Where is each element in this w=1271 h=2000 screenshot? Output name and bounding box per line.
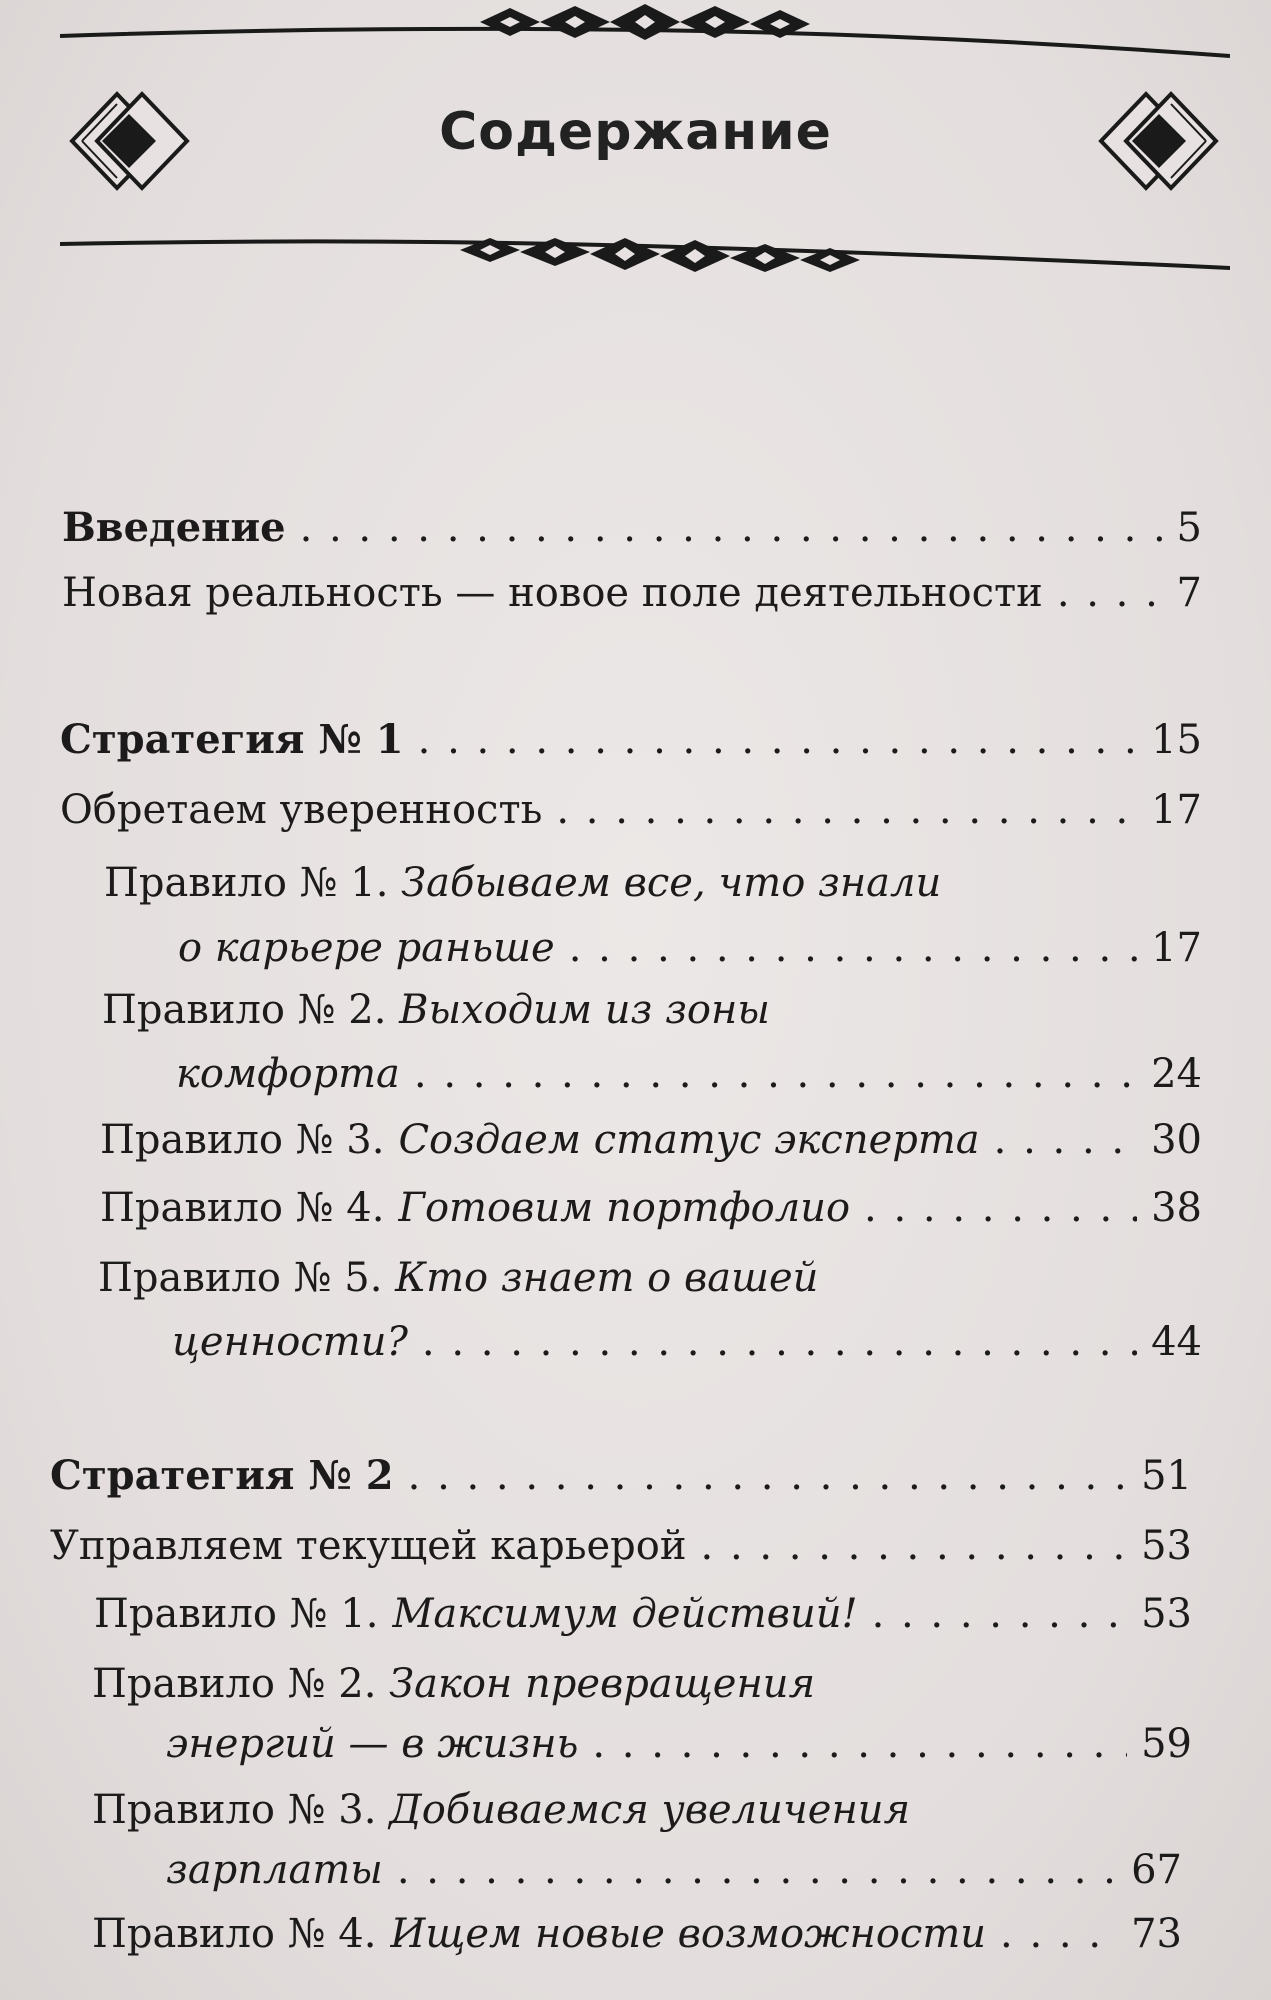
rule-title: Готовим портфолио xyxy=(398,1185,851,1231)
toc-rule-first-line[interactable] xyxy=(92,1656,815,1712)
dot-leader xyxy=(414,1046,1137,1102)
toc-rule-continuation[interactable] xyxy=(176,1046,1202,1102)
toc-page-number: 24 xyxy=(1151,1051,1202,1097)
toc-entry-strategy-2[interactable] xyxy=(50,1448,1192,1504)
dot-leader xyxy=(864,1180,1137,1236)
rule-prefix: Правило № 1. xyxy=(94,1591,379,1637)
rule-title-cont: ценности? xyxy=(172,1319,408,1365)
toc-entry-strategy-1[interactable] xyxy=(60,712,1202,768)
toc-rule-entry[interactable] xyxy=(92,1906,1182,1962)
toc-rule-first-line[interactable] xyxy=(104,855,941,911)
rule-prefix: Правило № 3. xyxy=(100,1117,385,1163)
rule-title-cont: о карьере раньше xyxy=(178,925,555,971)
rule-prefix: Правило № 2. xyxy=(92,1661,377,1707)
rule-title-cont: зарплаты xyxy=(166,1847,383,1893)
toc-page-number: 17 xyxy=(1151,787,1202,833)
toc-entry-label: Введение xyxy=(62,504,286,551)
toc-page-number: 59 xyxy=(1141,1721,1192,1767)
toc-rule-entry[interactable] xyxy=(100,1180,1202,1236)
dot-leader xyxy=(569,920,1137,976)
toc-rule-first-line[interactable] xyxy=(102,982,770,1038)
rule-title: Добиваемся увеличения xyxy=(389,1787,911,1833)
toc-page-number: 17 xyxy=(1151,925,1202,971)
rule-title: Максимум действий! xyxy=(392,1591,858,1637)
toc-page-number: 53 xyxy=(1141,1591,1192,1637)
rule-title-cont: комфорта xyxy=(176,1051,400,1097)
dot-leader xyxy=(1000,1906,1117,1962)
dot-leader xyxy=(592,1716,1127,1772)
toc-rule-continuation[interactable] xyxy=(166,1716,1192,1772)
dot-leader xyxy=(418,712,1137,768)
toc-entry-label: Стратегия № 1 xyxy=(60,716,404,763)
toc-page-number: 53 xyxy=(1141,1523,1192,1569)
page-title: Содержание xyxy=(439,102,832,162)
dot-leader xyxy=(701,1518,1128,1574)
toc-page-number: 30 xyxy=(1151,1117,1202,1163)
toc-page-number: 44 xyxy=(1151,1319,1202,1365)
toc-page-number: 7 xyxy=(1176,570,1202,616)
toc-page-number: 73 xyxy=(1131,1911,1182,1957)
toc-page-number: 38 xyxy=(1151,1185,1202,1231)
dot-leader xyxy=(300,500,1163,556)
toc-rule-first-line[interactable] xyxy=(92,1782,910,1838)
toc-entry-new-reality[interactable] xyxy=(62,565,1202,621)
rule-title: Закон превращения xyxy=(389,1661,816,1707)
toc-entry-label: Управляем текущей карьерой xyxy=(50,1523,687,1569)
dot-leader xyxy=(408,1448,1127,1504)
toc-rule-entry[interactable] xyxy=(100,1112,1202,1168)
toc-page-number: 15 xyxy=(1151,717,1202,763)
rule-prefix: Правило № 1. xyxy=(104,860,389,906)
rule-prefix: Правило № 3. xyxy=(92,1787,377,1833)
rule-prefix: Правило № 2. xyxy=(102,987,387,1033)
dot-leader xyxy=(872,1586,1128,1642)
rule-prefix: Правило № 5. xyxy=(98,1255,383,1301)
toc-entry-intro[interactable] xyxy=(62,500,1202,556)
toc-rule-continuation[interactable] xyxy=(166,1842,1182,1898)
rule-title: Ищем новые возможности xyxy=(390,1911,987,1957)
rule-title: Забываем все, что знали xyxy=(401,860,942,906)
dot-leader xyxy=(556,782,1137,838)
toc-entry-label: Обретаем уверенность xyxy=(60,787,543,833)
toc-page-number: 51 xyxy=(1141,1453,1192,1499)
toc-entry-label: Новая реальность — новое поле деятельности xyxy=(62,570,1043,616)
rule-title: Выходим из зоны xyxy=(399,987,770,1033)
toc-entry-chapter[interactable] xyxy=(50,1518,1192,1574)
toc-page-number: 67 xyxy=(1131,1847,1182,1893)
rule-title-cont: энергий — в жизнь xyxy=(166,1721,579,1767)
toc-rule-first-line[interactable] xyxy=(98,1250,818,1306)
toc-entry-label: Стратегия № 2 xyxy=(50,1452,394,1499)
toc-rule-continuation[interactable] xyxy=(172,1314,1202,1370)
toc-rule-continuation[interactable] xyxy=(178,920,1202,976)
rule-title: Создаем статус эксперта xyxy=(398,1117,980,1163)
rule-title: Кто знает о вашей xyxy=(395,1255,819,1301)
rule-prefix: Правило № 4. xyxy=(92,1911,377,1957)
dot-leader xyxy=(422,1314,1137,1370)
toc-rule-entry[interactable] xyxy=(94,1586,1192,1642)
toc-entry-chapter[interactable] xyxy=(60,782,1202,838)
toc-page-number: 5 xyxy=(1176,505,1202,551)
rule-prefix: Правило № 4. xyxy=(100,1185,385,1231)
dot-leader xyxy=(1057,565,1163,621)
dot-leader xyxy=(994,1112,1137,1168)
dot-leader xyxy=(397,1842,1117,1898)
